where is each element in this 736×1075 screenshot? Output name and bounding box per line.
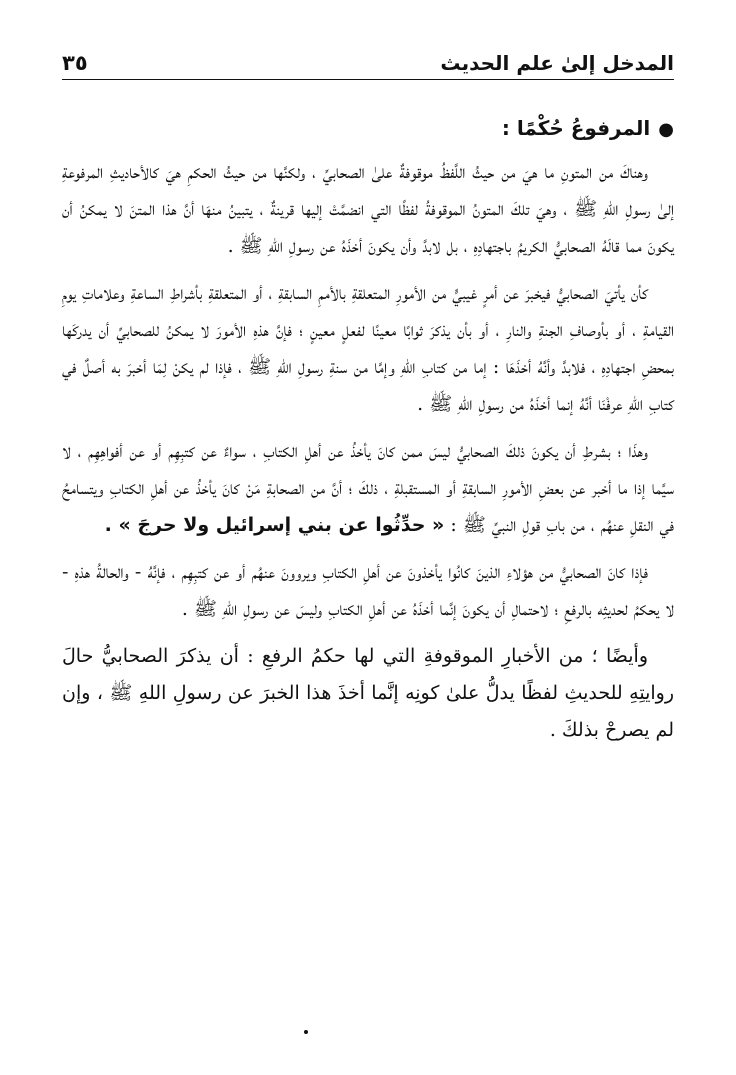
paragraph: وأيضًا ؛ من الأخبارِ الموقوفةِ التي لها حكمُ الرفعِ : أن يذكرَ الصحابيُّ حالَ روايتِهِ للحديثِ لفظًا يدلُّ علىٰ كونِه إنَّما أخذَ هذا الخبرَ عن رسولِ اللهِ ﷺ ، وإن لم يصرحْ بذلكَ . <box>62 645 674 741</box>
footer-mark <box>304 1030 308 1034</box>
page-body <box>62 108 674 759</box>
hadith-quote: « حدِّثُوا عن بني إسرائيل ولا حرجَ » . <box>104 514 445 536</box>
book-title: المدخل إلىٰ علم الحديث <box>440 51 674 75</box>
paragraph: فإذا كانَ الصحابيُّ من هؤلاءِ الذينَ كانُوا يأخذونَ عن أهلِ الكتابِ ويروونَ عنهُم أو عن كتبِهِم ، فإنَّهُ - والحالةُ هذهِ - لا يحكمُ لحديثِه بالرفعِ ؛ لاحتمالِ أن يكونَ إنَّما أخذَهُ عن أهلِ الكتابِ وليسَ عن رسولِ اللهِ ﷺ . <box>62 561 674 620</box>
section-heading-text: المرفوعُ حُكْمًا : <box>501 116 651 140</box>
paragraph: وهناكَ من المتونِ ما هيَ من حيثُ اللَّفظُ موقوفةٌ علىٰ الصحابيِّ ، ولكنَّها من حيثُ الحكمِ هيَ كالأحاديثِ المرفوعةِ إلىٰ رسولِ اللهِ ﷺ ، وهيَ تلكَ المتونُ الموقوفةُ لفظًا التي انضمَّتْ إليها قرينةٌ ، يتبينُ منهَا أنَّ هذا المتنَ لا يمكنُ أن يكونَ مما قالَهُ الصحابيُّ الكريمُ باجتهادِهِ ، بل لابدَّ وأن يكونَ أخذَهُ عن رسولِ اللهِ ﷺ . <box>62 161 674 257</box>
section-heading <box>62 108 674 150</box>
bullet-icon: ● <box>658 119 674 140</box>
paragraph: كأن يأتيَ الصحابيُّ فيخبرَ عن أمرٍ غيبيٍّ من الأمورِ المتعلقةِ بالأممِ السابقةِ ، أو المتعلقةِ بأشراطِ الساعةِ وعلاماتِ يومِ القيامةِ ، أو بأوصافِ الجنةِ والنارِ ، أو بأن يذكرَ ثوابًا معينًا لفعلٍ معينٍ ؛ فإنَّ هذهِ الأمورَ لا يمكنُ للصحابيِّ أن يدركَها بمحضِ اجتهادِهِ ، فلابدَّ وأنَّهُ أخذَهَا : إما من كتابِ اللهِ وإمَّا من سنةِ رسولِ اللهِ ﷺ ، فإذا لم يكنْ لِمَا أخبرَ به أصلٌ في كتابِ اللهِ عرفْنَا أنَّهُ إنما أخذَهُ من رسولِ اللهِ ﷺ . <box>62 282 674 415</box>
paragraph-with-quote <box>62 433 674 544</box>
paragraph-text: وهذَا ؛ بشرطِ أن يكونَ ذلكَ الصحابيُّ ليسَ ممن كانَ يأخذُ عن أهلِ الكتابِ ، سواءٌ عن كتبِهِم أو عن أفواهِهِم ، لا سيَّما إذا ما أخبر عن بعضِ الأمورِ السابقةِ أو المستقبلةِ ، ذلكَ ؛ أنَّ من الصحابةِ مَنْ كانَ يأخذُ عن أهلِ الكتابِ ويتسامحُ في النقلِ عنهُم ، من بابِ قولِ النبيِّ ﷺ : <box>62 440 674 536</box>
running-header <box>62 40 674 80</box>
page-number: ٣٥ <box>62 51 88 75</box>
